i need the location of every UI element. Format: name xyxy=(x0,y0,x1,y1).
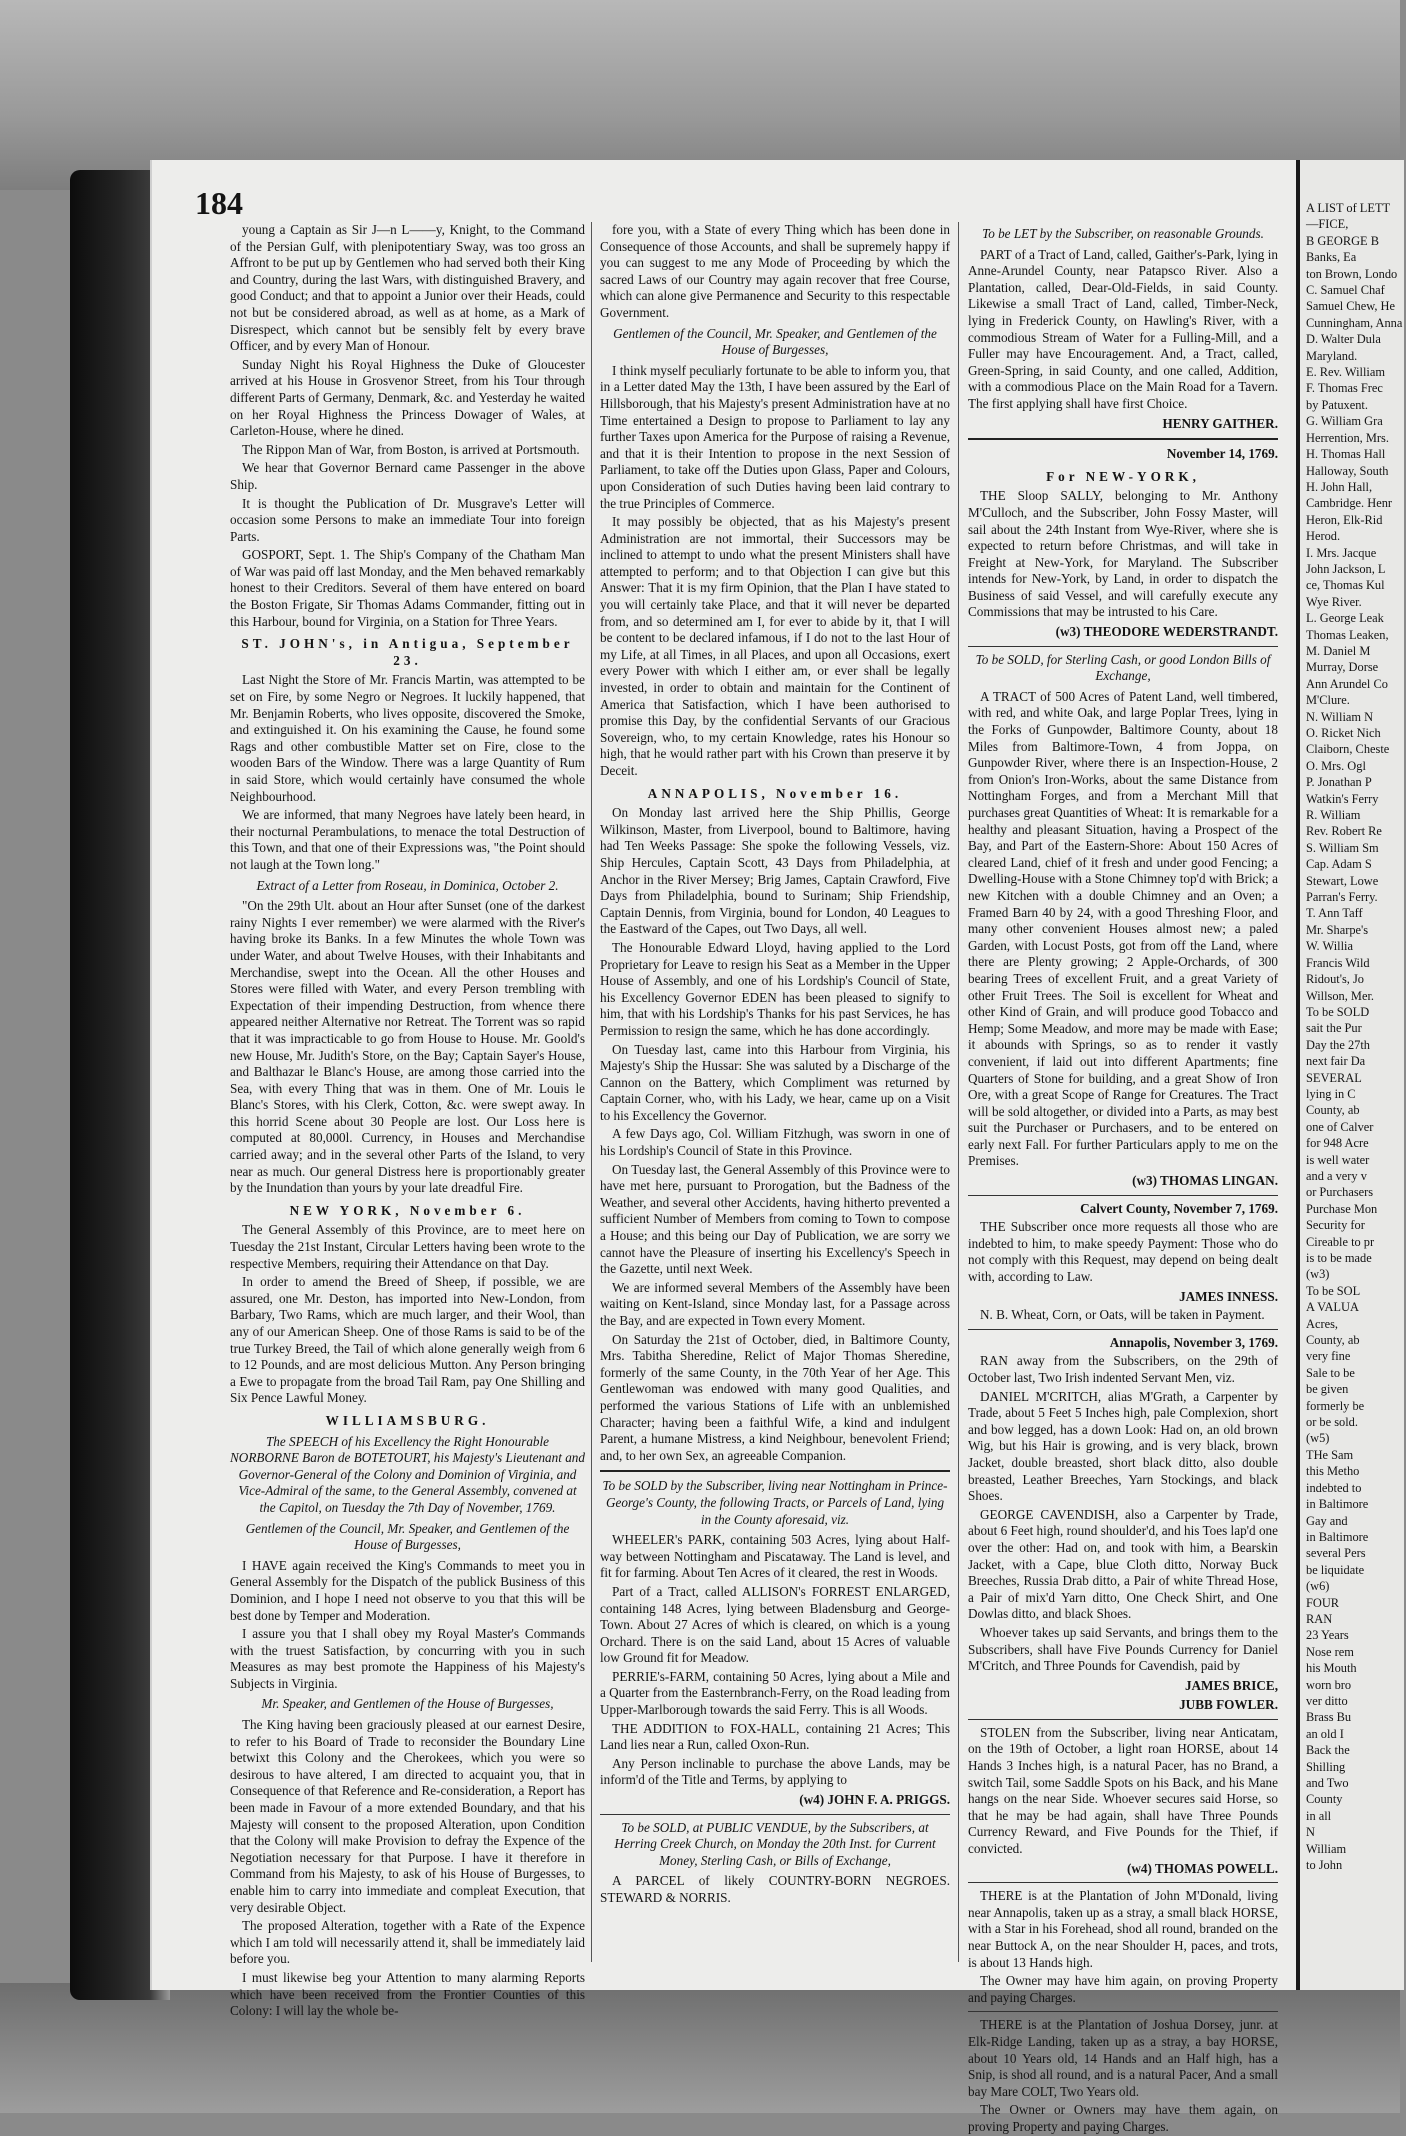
right-page-line: —FICE, xyxy=(1306,217,1349,232)
speech-address: Mr. Speaker, and Gentlemen of the House of Burgesses, xyxy=(261,1696,554,1712)
right-page-line: To be SOL xyxy=(1306,1283,1361,1298)
right-page-line: Cambridge. Henr xyxy=(1306,496,1393,511)
right-page-line: C. Samuel Chaf xyxy=(1306,283,1385,298)
speech-address: Gentlemen of the Council, Mr. Speaker, and Gentlemen of the House of Burgesses, xyxy=(613,325,937,358)
advertisement-signature: JUBB FOWLER. xyxy=(1179,1697,1278,1713)
right-page-line: or Purchasers xyxy=(1306,1185,1374,1200)
paragraph: "On the 29th Ult. about an Hour after Sunset (one of the darkest rainy Nights I ever remember) we were alarmed with the River's having broke its Banks. In a few Minutes the whole Town was under Water, and about Twelve Houses, with their Inhabitants and Merchandise, swept into the Ocean. All the other Houses and Stores were filled with Water, and every Person trembling with Expectation of their impending Destruction, from whence there appeared neither Alternative nor Retreat. The Torrent was so rapid that it was impracticable to go from House to House. Mr. Goold's new House, Mr. Judith's Store, on the Bay; Captain Sayer's House, and Balthazar le Blanc's House, are among those carried into the Sea, with every Thing that was in them. One of Mr. Louis le Blanc's Stores, with his Clerk, Cotton, &c. were swept away. In this horrid Scene about 30 People are lost. Our Loss here is computed at 80,000l. Currency, in Houses and Merchandise carried away; and in the several other Parts of the Island, to very near as much. Our general Distress here is proportionably greater by the Inundation than yours by your late dreadful Fire. xyxy=(230,898,585,1196)
right-page-line: Nose rem xyxy=(1306,1644,1354,1659)
right-page-line: in Baltimore xyxy=(1306,1529,1369,1544)
paragraph: On Monday last arrived here the Ship Phillis, George Wilkinson, Master, from Liverpool, bound to Baltimore, having had Ten Weeks Passage: She spoke the following Vessels, viz. Ship Hercules, Captain Scott, 43 Days from Philadelphia, at Anchor in the River Mersey; Brig James, Captain Crawford, Five Days from Philadelphia, bound to Surinam; Ship Friendship, Captain Dennis, from Virginia, bound for London, 40 Leagues to the Eastward of the Capes, out Two Days, all well. xyxy=(600,805,950,937)
right-page-line: several Pers xyxy=(1306,1546,1366,1561)
paragraph: A few Days ago, Col. William Fitzhugh, was sworn in one of his Lordship's Council of State in this Province. xyxy=(600,1126,950,1159)
right-page-line: for 948 Acre xyxy=(1306,1136,1369,1151)
right-page-line: County, ab xyxy=(1306,1333,1360,1348)
advertisement-date: November 14, 1769. xyxy=(1166,446,1278,462)
right-page-line: M. Daniel M xyxy=(1306,643,1371,658)
advertisement-text: RAN away from the Subscribers, on the 29th of October last, Two Irish indented Servant Men, viz. xyxy=(968,1353,1278,1385)
right-page-line: and Two xyxy=(1306,1776,1349,1790)
right-page-line: Francis Wild xyxy=(1306,955,1370,970)
advertisement-title: To be SOLD, for Sterling Cash, or good London Bills of Exchange, xyxy=(975,651,1271,684)
advertisement-date: Annapolis, November 3, 1769. xyxy=(1109,1334,1278,1350)
right-page-line: by Patuxent. xyxy=(1306,397,1368,412)
paragraph: I assure you that I shall obey my Royal Master's Commands with the truest Satisfaction, by concurring with you in such Measures as may best promote the Happiness of his Majesty's Subjects in Virginia. xyxy=(230,1626,585,1691)
right-page-line: N. William N xyxy=(1306,709,1374,724)
paragraph: GOSPORT, Sept. 1. The Ship's Company of the Chatham Man of War was paid off last Monday, and the Men behaved remarkably honest to their Creditors. Several of them have entered on board the Boston Frigate, Sir Thomas Adams Commander, fitting out in this Harbour, bound for Virginia, on a Station for Three Years. xyxy=(230,547,586,629)
paragraph: The Honourable Edward Lloyd, having applied to the Lord Proprietary for Leave to resign his Seat as a Member in the Upper House of Assembly, and one of his Lordship's Council of State, his Excellency Governor EDEN has been pleased to signify to him, that with his Lordship's Thanks for his past Services, he has Permission to resign the same, which he has done accordingly. xyxy=(600,939,950,1038)
section-rule xyxy=(968,1882,1278,1883)
right-page-line: Sale to be xyxy=(1306,1365,1355,1380)
right-page-line: (w3) xyxy=(1306,1267,1330,1282)
right-page-line: his Mouth xyxy=(1306,1661,1357,1676)
paragraph: The Rippon Man of War, from Boston, is arrived at Portsmouth. xyxy=(242,441,580,457)
right-page-line: R. William xyxy=(1306,808,1361,823)
paragraph: On Tuesday last, came into this Harbour from Virginia, his Majesty's Ship the Hussar: She was saluted by a Discharge of the Cannon on the Battery, which Compliment was returned by Captain Corner, who, with his Lady, we hear, came up on a Visit to his Excellency the Governor. xyxy=(600,1041,950,1123)
advertisement-text: THE Subscriber once more requests all those who are indebted to him, to make speedy Payment: Those who do not comply with this Request, may depend on being dealt with, according to Law. xyxy=(968,1219,1278,1285)
paragraph: Last Night the Store of Mr. Francis Martin, was attempted to be set on Fire, by some Negro or Negroes. It luckily happened, that Mr. Benjamin Roberts, who lives opposite, discovered the Smoke, and extinguished it. On his examining the Cause, he found some Rags and other combustible Matter set on Fire, close to the wooden Bars of the Window. There was a large Quantity of Rum in said Store, which would certainly have consumed the whole Neighbourhood. xyxy=(230,672,585,804)
right-page-line: I. Mrs. Jacque xyxy=(1306,545,1377,560)
advertisement-text: DANIEL M'CRITCH, alias M'Grath, a Carpenter by Trade, about 5 Feet 5 Inches high, pale Complexion, short and bow legged, has a down Look: Had on, an old brown Wig, but his Hair is growing, and is very black, brown Jacket, double breasted, short black ditto, also double breasted, Leather Breeches, Yarn Stockings, and black Shoes. xyxy=(968,1388,1278,1504)
right-page-line: be liquidate xyxy=(1306,1562,1365,1577)
right-page-line: N xyxy=(1306,1825,1315,1840)
right-page-line: to John xyxy=(1306,1858,1343,1873)
right-page-line: H. Thomas Hall xyxy=(1306,447,1386,462)
right-page-line: is well water xyxy=(1306,1152,1370,1167)
right-page-line: THe Sam xyxy=(1306,1447,1354,1462)
right-page-line: (w6) xyxy=(1306,1579,1330,1594)
speech-title: The SPEECH of his Excellency the Right Honourable NORBORNE Baron de BOTETOURT, his Majesty's Lieutenant and Governor-General of the Colony and Dominion of Virginia, and Vice-Admiral of the same, to the General Assembly, convened at the Capitol, on Tuesday the 7th Day of November, 1769. xyxy=(230,1433,585,1515)
right-page-line: E. Rev. William xyxy=(1306,365,1385,380)
extract-heading: Extract of a Letter from Roseau, in Dominica, October 2. xyxy=(256,877,559,893)
right-page-line: O. Mrs. Ogl xyxy=(1306,758,1366,773)
advertisement-text: THERE is at the Plantation of John M'Donald, living near Annapolis, taken up as a stray, a small black HORSE, with a Star in his Forehead, shod all round, branded on the near Buttock A, on the near Shoulder H, paces, and trots, is about 13 Hands high. xyxy=(968,1888,1278,1970)
right-page-line: Security for xyxy=(1306,1218,1365,1233)
right-page-line: Samuel Chew, He xyxy=(1306,299,1396,314)
right-page-line: one of Calver xyxy=(1306,1119,1374,1134)
right-page-line: Rev. Robert Re xyxy=(1306,824,1382,839)
advertisement-text: Any Person inclinable to purchase the above Lands, may be inform'd of the Title and Terms, by applying to xyxy=(600,1755,950,1788)
right-page-line: Halloway, South xyxy=(1306,463,1389,478)
advertisement-signature: (w4) JOHN F. A. PRIGGS. xyxy=(799,1792,950,1808)
right-page-line: H. John Hall, xyxy=(1306,479,1373,494)
right-page-line: Stewart, Lowe xyxy=(1306,873,1379,888)
right-page-line: Brass Bu xyxy=(1306,1710,1352,1725)
right-page-line: very fine xyxy=(1306,1349,1351,1364)
column-3 xyxy=(968,222,1278,2134)
paragraph: The General Assembly of this Province, are to meet here on Tuesday the 21st Instant, Circular Letters having been wrote to the respective Members, requiring their Attendance on that Day. xyxy=(230,1222,585,1271)
advertisement-text: Part of a Tract, called ALLISON's FORREST ENLARGED, containing 148 Acres, lying between Bladensburg and George-Town. About 27 Acres of which is cleared, on which is a young Orchard. There is on the said Land, about 15 Acres of valuable low Ground fit for Meadow. xyxy=(600,1583,950,1666)
advertisement-text: A TRACT of 500 Acres of Patent Land, well timbered, with red, and white Oak, and large Poplar Trees, lying in the Forks of Gunpowder, Baltimore County, about 18 Miles from Baltimore-Town, 4 from Joppa, on Gunpowder River, where there is an Inspection-House, 2 from Onion's Iron-Works, about the same Distance from Nottingham Forges, and from a Merchant Mill that purchases great Quantities of Wheat: It is remarkable for a healthy and pleasant Situation, having a Prospect of the Bay, and Part of the Eastern-Shore: About 150 Acres of cleared Land, chief of it fresh and under good Fencing; a Dwelling-House with a Stone Chimney top'd with Brick; a new Kitchen with a double Chimney and an Oven; a Framed Barn 40 by 24, with a good Threshing Floor, and many other convenient Houses almost new; a paled Garden, with Locust Posts, got from off the Land, where there are Plenty growing; 2 Apple-Orchards, of 300 bearing Trees of excellent Fruit, and a great Variety of other Fruit Trees. The Soil is excellent for Wheat and other Kind of Grain, and will produce good Tobacco and Hemp; Some Meadow, and more may be made with Ease; it abounds with Springs, so as to render it vastly convenient, if laid out into different Apartments; fine Quarters of Stone for building, and a great Show of Iron Ore, with a great Scope of Range for Creatures. The Tract will be sold altogether, or divided into a Parts, as may best suit the Purchaser or Purchasers, and to be entered on early next Fall. For further Particulars apply to me on the Premises. xyxy=(968,688,1278,1169)
right-page-line: Maryland. xyxy=(1306,348,1358,363)
right-page-line: Mr. Sharpe's xyxy=(1306,922,1369,937)
advertisement-text: WHEELER's PARK, containing 503 Acres, lying about Half-way between Nottingham and Piscataway. The Land is level, and fit for farming. About Ten Acres of it cleared, the rest in Woods. xyxy=(600,1532,950,1581)
right-page-line: RAN xyxy=(1306,1611,1333,1626)
right-page-line: Ann Arundel Co xyxy=(1306,676,1388,691)
right-page-line: T. Ann Taff xyxy=(1306,906,1363,921)
advertisement-title: To be LET by the Subscriber, on reasonable Grounds. xyxy=(982,226,1264,241)
right-page-line: P. Jonathan P xyxy=(1306,775,1372,790)
section-rule xyxy=(968,1329,1278,1330)
right-page-line: Cap. Adam S xyxy=(1306,857,1372,872)
column-2 xyxy=(600,222,950,1962)
right-page-line: and a very v xyxy=(1306,1168,1367,1183)
paragraph: On Saturday the 21st of October, died, in Baltimore County, Mrs. Tabitha Sheredine, Relict of Major Thomas Sheredine, formerly of the same County, in the 70th Year of her Age. This Gentlewoman was endowed with many good Qualities, and performed the various Stations of Life with an unblemished Character; having been a faithful Wife, a kind and indulgent Parent, a humane Mistress, a kind Neighbour, benevolent Friend; and, to her own Sex, an agreeable Companion. xyxy=(600,1331,950,1463)
right-page-line: an old I xyxy=(1306,1726,1344,1741)
advertisement-signature: (w4) THOMAS POWELL. xyxy=(1126,1860,1278,1876)
right-page-line: Willson, Mer. xyxy=(1306,988,1374,1003)
right-page-line: Banks, Ea xyxy=(1306,250,1357,265)
advertisement-text: PERRIE's-FARM, containing 50 Acres, lying about a Mile and a Quarter from the Easternbranch-Ferry, on the Road leading from Upper-Marlborough towards the said Ferry. This is all Woods. xyxy=(600,1668,950,1718)
speech-address: Gentlemen of the Council, Mr. Speaker, and Gentlemen of the House of Burgesses, xyxy=(245,1520,570,1553)
dateline-st-johns: ST. JOHN's, in Antigua, September 23. xyxy=(241,636,574,668)
right-page-line: William xyxy=(1306,1841,1347,1856)
right-page-line: A VALUA xyxy=(1306,1300,1359,1315)
right-page-line: formerly be xyxy=(1306,1398,1365,1413)
section-rule xyxy=(968,1719,1278,1720)
advertisement-text: The Owner may have him again, on proving Property and paying Charges. xyxy=(968,1973,1278,2005)
right-page-line: Day the 27th xyxy=(1306,1037,1371,1052)
column-rule xyxy=(591,222,592,1962)
right-page-line: Heron, Elk-Rid xyxy=(1306,512,1383,527)
paragraph: It may possibly be objected, that as his Majesty's present Administration are not immortal, their Successors may be inclined to attempt to undo what the present Ministers shall have attempted to perform; and to that Objection I can give but this Answer: That it is my firm Opinion, that the Plan I have stated to you will certainly take Place, and that it will never be departed from, and so determined am I, for ever to abide by it, that I will be content to be declared infamous, if I do not to the last Hour of my Life, at all Times, in all Places, and upon all Occasions, exert every Power with which I either am, or ever shall be legally invested, in order to obtain and maintain for the Continent of America that Satisfaction, which I have been authorised to promise this Day, by the confidential Servants of our Gracious Sovereign, who, to my certain Knowledge, rates his Honour so high, that he would rather part with his Crown than preserve it by Deceit. xyxy=(600,514,950,778)
advertisement-text: THE Sloop SALLY, belonging to Mr. Anthony M'Culloch, and the Subscriber, John Fossy Master, will sail about the 24th Instant from Wye-River, where she is expected to return before Christmas, and will take in Freight at New-York, for Maryland. The Subscriber intends for New-York, by Land, in order to dispatch the Business of said Vessel, and will carefully execute any Commissions that may be intrusted to his Care. xyxy=(968,488,1278,620)
section-rule xyxy=(968,438,1278,440)
right-page-line: Purchase Mon xyxy=(1306,1201,1378,1216)
right-page-column xyxy=(1306,200,1406,1930)
advertisement-note: N. B. Wheat, Corn, or Oats, will be taken in Payment. xyxy=(980,1307,1265,1323)
paragraph: fore you, with a State of every Thing which has been done in Consequence of those Accounts, and shall be supremely happy if you can suggest to me any Mode of Proceeding by which the sacred Laws of our Country may again recover that free Course, which can alone give Permanence and Security to this respectable Government. xyxy=(600,222,950,320)
right-page-line: S. William Sm xyxy=(1306,840,1379,855)
right-page-line: Wye River. xyxy=(1306,594,1362,609)
paragraph: On Tuesday last, the General Assembly of this Province were to have met here, pursuant to Prorogation, but the Badness of the Weather, and several other Accidents, having hitherto prevented a sufficient Number of Members from coming to Town to compose a House; and this being our Day of Publication, we are sorry we cannot have the Pleasure of inserting his Excellency's Speech in the Gazette, until next Week. xyxy=(600,1161,950,1277)
right-page-line: this Metho xyxy=(1306,1464,1360,1479)
column-1 xyxy=(230,222,586,2019)
paragraph: It is thought the Publication of Dr. Musgrave's Letter will occasion some Persons to make an immediate Tour into foreign Parts. xyxy=(230,495,585,544)
advertisement-date: Calvert County, November 7, 1769. xyxy=(1080,1200,1278,1216)
column-rule xyxy=(958,222,959,1962)
section-rule xyxy=(600,1470,950,1472)
advertisement-text: GEORGE CAVENDISH, also a Carpenter by Trade, about 6 Feet high, round shoulder'd, and his Toes lap'd one over the other: Had on, and took with him, a Bearskin Jacket, with a Cape, blue Cloth ditto, Norway Buck Breeches, Russia Drab ditto, a Pair of white Thread Hose, a Pair of mix'd Yarn ditto, One Check Shirt, and One Dowlas ditto, and black Shoes. xyxy=(968,1506,1278,1622)
paragraph: I HAVE again received the King's Commands to meet you in General Assembly for the Dispatch of the publick Business of this Dominion, and I hope I need not observe to you that this will be best done by Temper and Moderation. xyxy=(230,1557,585,1623)
section-rule xyxy=(600,1814,950,1815)
right-page-line: is to be made xyxy=(1306,1251,1372,1265)
page-number: 184 xyxy=(195,185,243,221)
right-page-line: FOUR xyxy=(1306,1595,1340,1610)
advertisement-text: A PARCEL of likely COUNTRY-BORN NEGROES. STEWARD & NORRIS. xyxy=(600,1873,950,1905)
right-page-line: B GEORGE B xyxy=(1306,233,1379,248)
right-page-line: Cunningham, Anna xyxy=(1306,315,1403,330)
paragraph: Sunday Night his Royal Highness the Duke of Gloucester arrived at his House in Grosvenor Street, from his Tour through different Parts of Germany, Denmark, &c. and Yesterday he waited on her Royal Highness the Princess Dowager of Wales, at Carleton-House, where he dined. xyxy=(230,356,585,439)
right-page-line: Herrention, Mrs. xyxy=(1306,430,1389,445)
advertisement-signature: JAMES INNESS. xyxy=(1179,1288,1278,1304)
right-page-line: Ridout's, Jo xyxy=(1306,972,1365,987)
paragraph: In order to amend the Breed of Sheep, if possible, we are assured, one Mr. Deston, has imported into New-London, from Barbary, Two Rams, which are much larger, and their Wool, than any of our American Sheep. One of those Rams is said to be of the true Turkey Breed, the Tail of which alone generally weigh from 6 to 12 Pounds, and are most delicious Mutton. Any Person bringing a Ewe to propagate from the broad Tail Ram, pay One Shilling and Six Pence Lawful Money. xyxy=(230,1274,585,1406)
section-rule xyxy=(968,2011,1278,2012)
paragraph: I think myself peculiarly fortunate to be able to inform you, that in a Letter dated May the 13th, I have been assured by the Earl of Hillsborough, that his Majesty's present Administration have at no Time entertained a Design to propose to Parliament to lay any further Taxes upon America for the Purpose of raising a Revenue, and that it is their Intention to propose in the next Session of Parliament, to take off the Duties upon Glass, Paper and Colours, upon Consideration of such Duties having been laid contrary to the true Principles of Commerce. xyxy=(600,362,950,511)
right-page-line: County xyxy=(1306,1792,1343,1807)
dateline-new-york: NEW YORK, November 6. xyxy=(289,1202,526,1218)
right-page-line: in Baltimore xyxy=(1306,1497,1369,1512)
right-page-line: Back the xyxy=(1306,1743,1350,1758)
paragraph: We are informed several Members of the Assembly have been waiting on Kent-Island, since Monday last, for a Passage across the Bay, and are expected in Town every Moment. xyxy=(600,1279,950,1328)
dateline-annapolis: ANNAPOLIS, November 16. xyxy=(647,785,903,801)
right-page-line: G. William Gra xyxy=(1306,414,1383,429)
advertisement-title: To be SOLD by the Subscriber, living near Nottingham in Prince-George's County, the following Tracts, or Parcels of Land, lying in the County aforesaid, viz. xyxy=(602,1478,948,1527)
right-page-line: Gay and xyxy=(1306,1513,1348,1528)
right-page-line: (w5) xyxy=(1306,1431,1330,1446)
right-page-line: be given xyxy=(1306,1382,1349,1397)
advertisement-text: The Owner or Owners may have them again, on proving Property and paying Charges. xyxy=(968,2102,1278,2134)
right-page-line: Claiborn, Cheste xyxy=(1306,742,1390,757)
right-page-line: in all xyxy=(1306,1808,1332,1823)
paragraph: The proposed Alteration, together with a Rate of the Expence which I am told will necessarily attend it, shall be immediately laid before you. xyxy=(230,1918,585,1967)
right-page-line: A LIST of LETT xyxy=(1306,201,1391,215)
paragraph: The King having been graciously pleased at our earnest Desire, to refer to his Board of Trade to reconsider the Boundary Line betwixt this Colony and the Cherokees, which you were so desirous to have altered, I am directed to acquaint you, that in Consequence of that Reference and Re-consideration, a Report has been made in Favour of a more extended Boundary, and that his Majesty will consent to the proposed Alteration, upon Condition that the Colony will make Provision to defray the Expence of the Negotiation necessary for that Purpose. I have it therefore in Command from his Majesty, to ask of his House of Burgesses, to enable him to carry into immediate and compleat Execution, that very desirable Object. xyxy=(230,1717,585,1915)
right-page-line: L. George Leak xyxy=(1306,611,1384,626)
right-page-line: F. Thomas Frec xyxy=(1306,381,1383,396)
right-page-line: Parran's Ferry. xyxy=(1306,890,1378,905)
right-page-line: M'Clure. xyxy=(1306,693,1350,708)
right-page-line: ce, Thomas Kul xyxy=(1306,578,1385,593)
right-page-line: lying in C xyxy=(1306,1086,1356,1101)
right-page-line: worn bro xyxy=(1306,1677,1352,1692)
right-page-line: John Jackson, L xyxy=(1306,561,1386,576)
right-page-line: 23 Years xyxy=(1306,1628,1349,1643)
right-page-line: or be sold. xyxy=(1306,1415,1358,1430)
right-page-line: County, ab xyxy=(1306,1103,1360,1118)
right-page-line: Cireable to pr xyxy=(1306,1234,1375,1249)
advertisement-title: To be SOLD, at PUBLIC VENDUE, by the Subscribers, at Herring Creek Church, on Monday the 20th Inst. for Current Money, Sterling Cash, or Bills of Exchange, xyxy=(614,1819,936,1868)
advertisement-heading: For NEW-YORK, xyxy=(1046,468,1200,484)
right-page-line: sait the Pur xyxy=(1306,1021,1362,1036)
right-page-line: ver ditto xyxy=(1306,1693,1348,1708)
right-page-line: Murray, Dorse xyxy=(1306,660,1379,675)
right-page-line: O. Ricket Nich xyxy=(1306,726,1381,740)
right-page-line: indebted to xyxy=(1306,1480,1362,1495)
right-page-line: next fair Da xyxy=(1306,1054,1366,1069)
advertisement-text: STOLEN from the Subscriber, living near Anticatam, on the 19th of October, a light roan HORSE, about 14 Hands 3 Inches high, is a natural Pacer, has no Brand, a switch Tail, some Saddle Spots on his Back, and his Mane hangs on the near Side. Whoever secures said Horse, so that he may be had again, shall have Three Pounds Currency Reward, and Five Pounds for the Thief, if convicted. xyxy=(968,1724,1278,1857)
paragraph: I must likewise beg your Attention to many alarming Reports which have been received from the Frontier Counties of this Colony: I will lay the whole be- xyxy=(230,1969,585,2019)
right-page-line: Watkin's Ferry xyxy=(1306,791,1379,806)
right-page-line: ton Brown, Londo xyxy=(1306,266,1398,281)
advertisement-signature: JAMES BRICE, xyxy=(1184,1677,1278,1693)
paragraph: We hear that Governor Bernard came Passenger in the above Ship. xyxy=(230,460,585,492)
advertisement-text: THERE is at the Plantation of Joshua Dorsey, junr. at Elk-Ridge Landing, taken up as a stray, a bay HORSE, about 10 Years old, 14 Hands and an Half high, has a Snip, is shod all round, and is a natural Pacer, And a small bay Mare COLT, Two Years old. xyxy=(968,2017,1278,2099)
advertisement-signature: (w3) THEODORE WEDERSTRANDT. xyxy=(1055,624,1278,640)
section-rule xyxy=(968,1195,1278,1196)
right-page-line: Acres, xyxy=(1306,1316,1338,1331)
right-page-line: SEVERAL xyxy=(1306,1070,1362,1085)
right-page-line: Shilling xyxy=(1306,1759,1346,1774)
right-page-line: Herod. xyxy=(1306,529,1341,544)
advertisement-signature: HENRY GAITHER. xyxy=(1162,415,1278,431)
paragraph: We are informed, that many Negroes have lately been heard, in their nocturnal Perambulations, to menace the total Destruction of this Town, and that one of their Expressions was, "the Point should not laugh at the Town long." xyxy=(230,807,585,872)
advertisement-text: Whoever takes up said Servants, and brings them to the Subscribers, shall have Five Pounds Currency for Daniel M'Critch, and Three Pounds for Cavendish, paid by xyxy=(968,1624,1278,1674)
right-page-line: W. Willia xyxy=(1306,939,1353,954)
advertisement-text: PART of a Tract of Land, called, Gaither's-Park, lying in Anne-Arundel County, near Patapsco River. Also a Plantation, called, Dear-Old-Fields, in said County. Likewise a small Tract of Land, called, Timber-Neck, lying in Frederick County, on Hawling's River, with a commodious Stream of Water for a Fulling-Mill, and a Fuller may have Encouragement. And, a Tract, called, Green-Spring, in said County, and one called, Addition, with a commodious Place on the Main Road for a Tavern. The first applying shall have first Choice. xyxy=(968,246,1278,411)
section-rule xyxy=(968,646,1278,647)
paragraph: young a Captain as Sir J—n L——y, Knight, to the Command of the Persian Gulf, with plenipotentiary Sway, was too gross an Affront to be put up by Gentlemen who had served both their King and Country, during the last Wars, with distinguished Bravery, and good Conduct; and that to appoint a Junior over their Heads, could not but be considered abroad, as well as at home, as a Mark of Disrespect, which cannot but be sensibly felt by every brave Officer, and by every Man of Honour. xyxy=(230,222,585,354)
right-page-line: To be SOLD xyxy=(1306,1004,1370,1019)
right-page-line: D. Walter Dula xyxy=(1306,332,1381,347)
right-page-line: Thomas Leaken, xyxy=(1306,627,1389,642)
advertisement-text: THE ADDITION to FOX-HALL, containing 21 Acres; This Land lies near a Run, called Oxon-Run. xyxy=(600,1720,950,1753)
advertisement-signature: (w3) THOMAS LINGAN. xyxy=(1132,1173,1278,1189)
dateline-williamsburg: WILLIAMSBURG. xyxy=(325,1412,490,1428)
